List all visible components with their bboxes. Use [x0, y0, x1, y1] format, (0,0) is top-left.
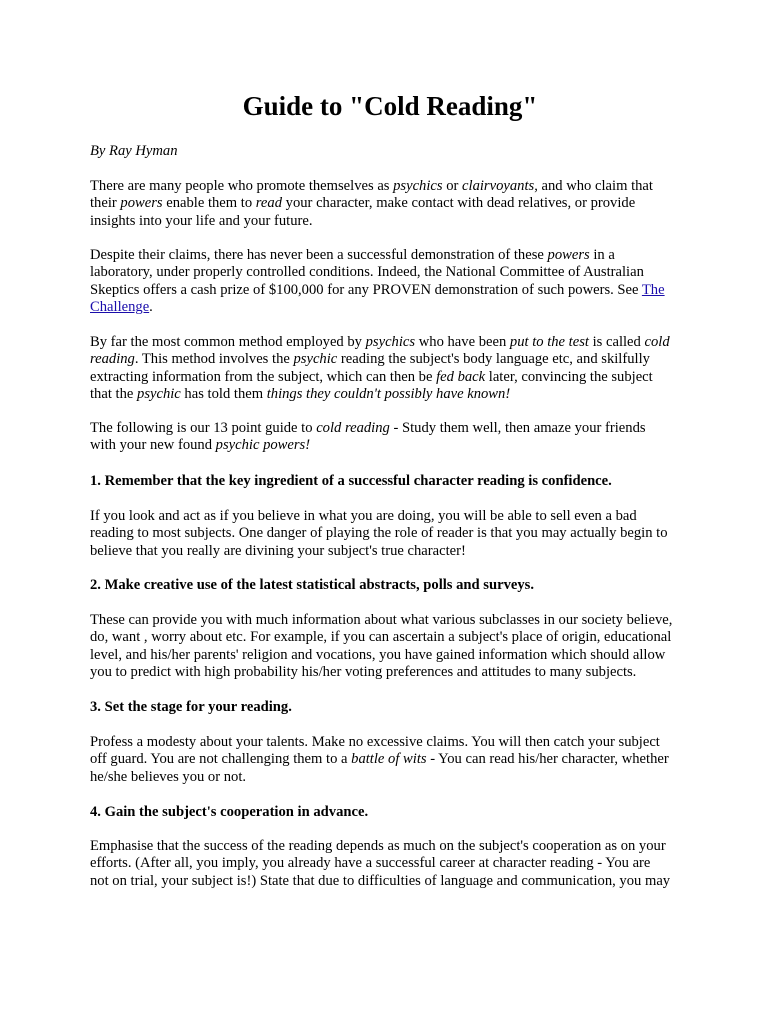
point-1-body: If you look and act as if you believe in what you are doing, you will be able to sell even a bad reading to most subjects. One danger of playing the role of reader is that you may actually begin to believe that you really are divining your subject's true character!	[90, 508, 668, 559]
page-title: Guide to "Cold Reading"	[242, 91, 538, 121]
point-3-body: Profess a modesty about your talents. Make no excessive claims. You will then catch your subject off guard. You are not challenging them to a battle of wits - You can read his/her character, whether he/she believes you or not.	[90, 734, 669, 785]
point-2-body: These can provide you with much information about what various subclasses in our society believe, do, want , worry about etc. For example, if you can ascertain a subject's place of origin, educational level, and his/her parents' religion and vocations, you have gained information which should allow you to predict with high probability his/her voting preferences and attitudes to many subjects.	[90, 612, 673, 681]
challenge-link[interactable]: The	[641, 281, 665, 298]
point-3-heading: 3. Set the stage for your reading.	[90, 699, 292, 715]
point-1-heading: 1. Remember that the key ingredient of a successful character reading is confidence.	[90, 473, 612, 489]
point-4-heading: 4. Gain the subject's cooperation in advance.	[90, 804, 369, 820]
intro-paragraph: There are many people who promote themselves as psychics or clairvoyants, and who claim that their powers enable them to read your character, make contact with dead relatives, or provide insights into your life and your future.	[90, 178, 653, 229]
challenge-link-continued[interactable]: Challenge	[90, 299, 150, 316]
following-paragraph: The following is our 13 point guide to cold reading - Study them well, then amaze your friends with your new found psychic powers!	[90, 420, 646, 454]
despite-paragraph: Despite their claims, there has never been a successful demonstration of these powers in a laboratory, under properly controlled conditions. Indeed, the National Committee of Australian Skeptics offers a cash prize of $100,000 for any PROVEN demonstration of such powers. See The Challenge.	[90, 247, 665, 316]
author-text: By Ray Hyman	[90, 143, 178, 159]
point-2-heading: 2. Make creative use of the latest statistical abstracts, polls and surveys.	[90, 577, 534, 593]
common-method-paragraph: By far the most common method employed by psychics who have been put to the test is called cold reading. This method involves the psychic reading the subject's body language etc, and skilfully extracting information from the subject, which can then be fed back later, convincing the subject that the psychic has told them things they couldn't possibly have known!	[90, 334, 670, 403]
point-4-body: Emphasise that the success of the reading depends as much on the subject's cooperation as on your efforts. (After all, you imply, you already have a successful career at character reading - You are not on trial, your subject is!) State that due to difficulties of language and communication, you may	[90, 838, 671, 889]
author-byline	[90, 143, 702, 160]
